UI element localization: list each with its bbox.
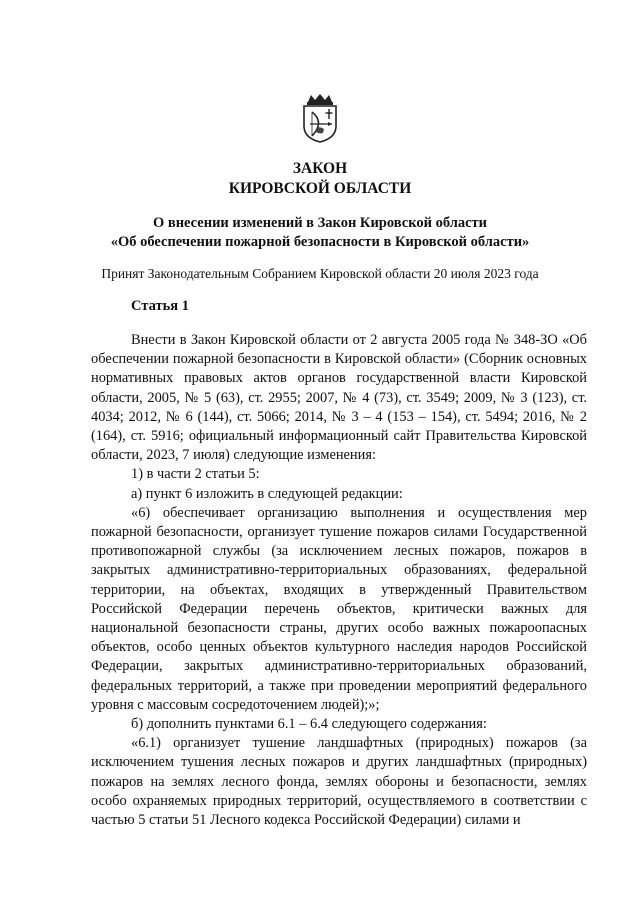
article-body xyxy=(91,331,587,830)
paragraph-point-6: «6) обеспечивает организацию выполнения и осуществления мер пожарной безопасности, организует тушение пожаров силами Государственной противопожарной службы (за исключением лесных пожаров, пожаров в закрытых административно-территориальных образованиях, федеральной территории, на объектах, входящих в утвержденный Правительством Российской Федерации перечень объектов, критически важных для национальной безопасности страны, других особо важных пожароопасных объектов, особо ценных объектов культурного наследия народов Российской Федерации, закрытых административно-территориальных образований, федеральных территорий, а также при проведении мероприятий федерального уровня с массовым сосредоточением людей);»; xyxy=(91,504,587,713)
paragraph-item-a: а) пункт 6 изложить в следующей редакции: xyxy=(131,485,403,502)
adoption-note: Принят Законодательным Собранием Кировской области 20 июля 2023 года xyxy=(101,266,539,281)
paragraph-item-b: б) дополнить пунктами 6.1 – 6.4 следующего содержания: xyxy=(131,716,487,733)
article-heading: Статья 1 xyxy=(131,298,189,314)
region-title: КИРОВСКОЙ ОБЛАСТИ xyxy=(228,180,412,197)
paragraph-point-6-1: «6.1) организует тушение ландшафтных (природных) пожаров (за исключением тушения лесных пожаров и других ландшафтных (природных) пожаров на землях лесного фонда, землях обороны и безопасности, землях особо охраняемых природных территорий, осуществляемого в соответствии с частью 5 статьи 51 Лесного кодекса Российской Федерации) силами и xyxy=(91,735,587,829)
law-subtitle-line2: «Об обеспечении пожарной безопасности в Кировской области» xyxy=(110,234,530,250)
paragraph-intro: Внести в Закон Кировской области от 2 августа 2005 года № 348-ЗО «Об обеспечении пожарной безопасности в Кировской области» (Сборник основных нормативных правовых актов органов государственной власти Кировской области, 2005, № 5 (63), ст. 2955; 2007, № 4 (73), ст. 3549; 2009, № 3 (123), ст. 4034; 2012, № 6 (144), ст. 5066; 2014, № 3 – 4 (153 – 154), ст. 5494; 2016, № 2 (164), ст. 5916; официальный информационный сайт Правительства Кировской области, 2023, 7 июля) следующие изменения: xyxy=(91,332,587,464)
kirov-coat-of-arms-icon xyxy=(300,92,340,144)
law-title: ЗАКОН xyxy=(292,160,348,177)
paragraph-item-1: 1) в части 2 статьи 5: xyxy=(131,466,260,483)
law-subtitle-line1: О внесении изменений в Закон Кировской области xyxy=(152,215,488,231)
